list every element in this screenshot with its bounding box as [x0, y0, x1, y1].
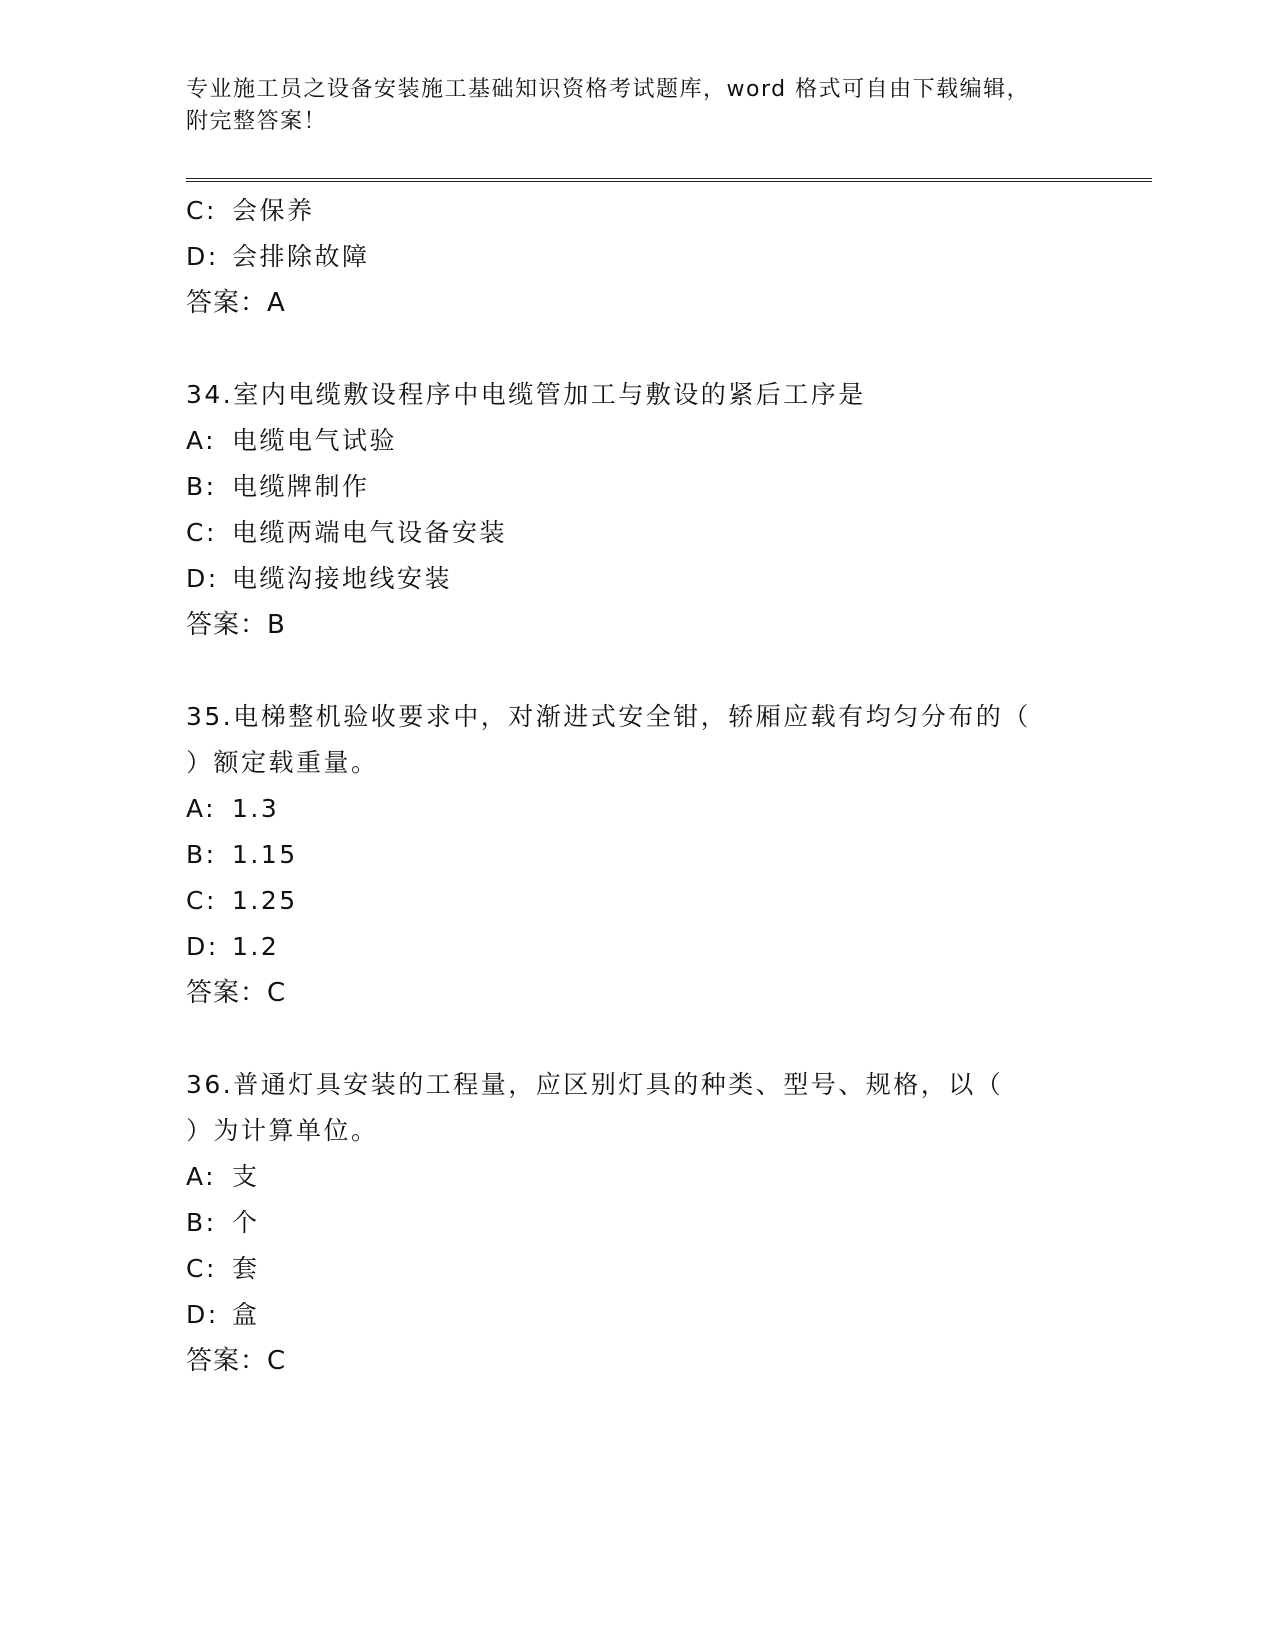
option-d: D: 电缆沟接地线安装 [186, 564, 453, 593]
question-34-text: 34.室内电缆敷设程序中电缆管加工与敷设的紧后工序是 [186, 380, 866, 409]
option-b: B: 个 [186, 1208, 260, 1237]
option-c: C: 1.25 [186, 886, 298, 915]
option-c: C: 会保养 [186, 196, 315, 225]
document-header [186, 74, 1066, 138]
spacer [186, 648, 1086, 694]
option-b: B: 电缆牌制作 [186, 472, 370, 501]
question-35-text: 35.电梯整机验收要求中，对渐进式安全钳，轿厢应载有均匀分布的（ [186, 702, 1031, 731]
question-35-text-cont: ）额定载重量。 [186, 748, 379, 777]
answer: 答案：C [186, 978, 287, 1008]
header-divider [186, 178, 1152, 182]
option-d: D: 盒 [186, 1300, 260, 1329]
answer: 答案：C [186, 1346, 287, 1376]
spacer [186, 326, 1086, 372]
option-d: D: 会排除故障 [186, 242, 370, 271]
option-b: B: 1.15 [186, 840, 298, 869]
question-36-text: 36.普通灯具安装的工程量，应区别灯具的种类、型号、规格，以（ [186, 1070, 1004, 1099]
header-line-1: 专业施工员之设备安装施工基础知识资格考试题库，word 格式可自由下载编辑， [186, 77, 1031, 102]
document-body [186, 188, 1086, 1384]
header-line-2: 附完整答案！ [186, 109, 328, 134]
option-a: A: 电缆电气试验 [186, 426, 398, 455]
option-a: A: 支 [186, 1162, 260, 1191]
option-d: D: 1.2 [186, 932, 280, 961]
question-36-text-cont: ）为计算单位。 [186, 1116, 379, 1145]
spacer [186, 1016, 1086, 1062]
option-c: C: 套 [186, 1254, 260, 1283]
option-c: C: 电缆两端电气设备安装 [186, 518, 508, 547]
answer: 答案：A [186, 288, 286, 318]
answer: 答案：B [186, 610, 286, 640]
option-a: A: 1.3 [186, 794, 280, 823]
